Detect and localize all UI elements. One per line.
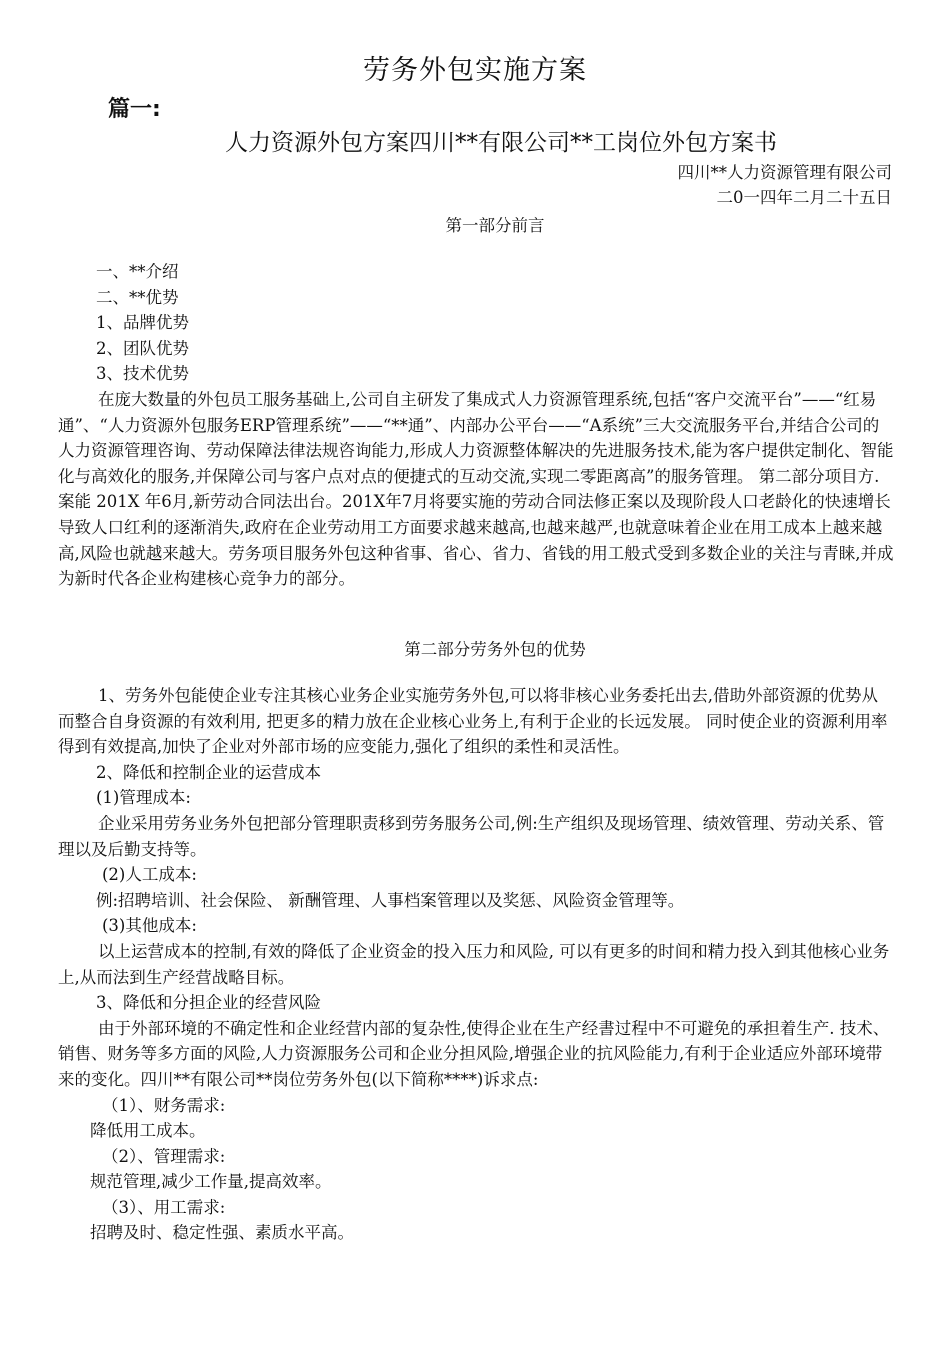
- cost-label: (3)其他成本:: [102, 916, 197, 936]
- subheading: 2、降低和控制企业的运营成本: [96, 762, 321, 782]
- document-subtitle: 人力资源外包方案四川**有限公司**工岗位外包方案书: [225, 130, 777, 156]
- intro-item: 2、团队优势: [96, 338, 189, 358]
- need-label: （3）、用工需求:: [102, 1197, 226, 1217]
- intro-item: 3、技术优势: [96, 364, 189, 384]
- section1-heading: 第一部分前言: [445, 216, 545, 235]
- intro-item: 一、**介绍: [96, 262, 179, 281]
- part-label: 篇一:: [108, 97, 161, 122]
- subheading: 3、降低和分担企业的经营风险: [96, 993, 321, 1013]
- need-text: 招聘及时、稳定性强、素质水平高。: [90, 1223, 354, 1243]
- paragraph: 以上运营成本的控制,有效的降低了企业资金的投入压力和风险, 可以有更多的时间和精力投入到其他核心业务上,从而法到生产经营战略目标。: [58, 941, 890, 987]
- need-label: （2）、管理需求:: [102, 1146, 226, 1166]
- section2-body: [58, 683, 894, 1246]
- paragraph: 1、劳务外包能使企业专注其核心业务企业实施劳务外包,可以将非核心业务委托出去,借助外部资源的优势从而整合自身资源的有效利用, 把更多的精力放在企业核心业务上,有利于企业的长远发展。 同时使企业的资源利用率得到有效提高,加快了企业对外部市场的应变能力,强化了组织的柔性和灵活性。: [58, 686, 888, 757]
- need-text: 降低用工成本。: [90, 1121, 206, 1141]
- intro-item: 二、**优势: [96, 287, 179, 307]
- paragraph: 在庞大数量的外包员工服务基础上,公司自主研发了集成式人力资源管理系统,包括“客户交流平台”——“红易通”、“人力资源外包服务ERP管理系统”——“**通”、内部办公平台——“A系统”三大交流服务平台,并结合公司的人力资源管理咨询、劳动保障法律法规咨询能力,形成人力资源整体解决的先进服务技术,能为客户提供定制化、智能化与高效化的服务,并保障公司与客户点对点的便捷式的互动交流,实现二零距离高”的服务管理。 第二部分项目方.案能 201X 年6月,新劳动合同法出台。201X年7月将要实施的劳动合同法修正案以及现阶段人口老龄化的快速增长导致人口红利的逐渐消失,政府在企业劳动用工方面要求越来越高,也越来越严,也就意味着企业在用工成本上越来越高,风险也就越来越大。劳务项目服务外包这种省事、省心、省力、省钱的用工般式受到多数企业的关注与青睐,并成为新时代各企业构建核心竞争力的部分。: [58, 389, 894, 589]
- document-date: 二0一四年二月二十五日: [716, 188, 892, 207]
- paragraph: 企业采用劳务业务外包把部分管理职责移到劳务服务公司,例:生产组织及现场管理、绩效管理、劳动关系、管理以及后勤支持等。: [58, 813, 885, 859]
- cost-label: (2)人工成本:: [102, 865, 197, 885]
- section2-heading: 第二部分劳务外包的优势: [404, 640, 586, 659]
- company-name: 四川**人力资源管理有限公司: [677, 163, 892, 182]
- need-text: 规范管理,减少工作量,提高效率。: [90, 1172, 332, 1192]
- paragraph: 例:招聘培训、社会保险、 新酬管理、人事档案管理以及奖惩、风险资金管理等。: [96, 890, 685, 910]
- paragraph: 由于外部环境的不确定性和企业经营内部的复杂性,使得企业在生产经書过程中不可避免的承担着生产. 技术、销售、财务等多方面的风险,人力资源服务公司和企业分担风险,增强企业的抗风险能力,有利于企业适应外部环境带来的变化。四川**有限公司**岗位劳务外包(以下简称****)诉求点:: [58, 1018, 890, 1089]
- need-label: （1）、财务需求:: [102, 1095, 226, 1115]
- section1-body: [58, 259, 894, 592]
- document-title: 劳务外包实施方案: [363, 55, 587, 86]
- cost-label: (1)管理成本:: [96, 788, 191, 808]
- intro-item: 1、品牌优势: [96, 313, 189, 333]
